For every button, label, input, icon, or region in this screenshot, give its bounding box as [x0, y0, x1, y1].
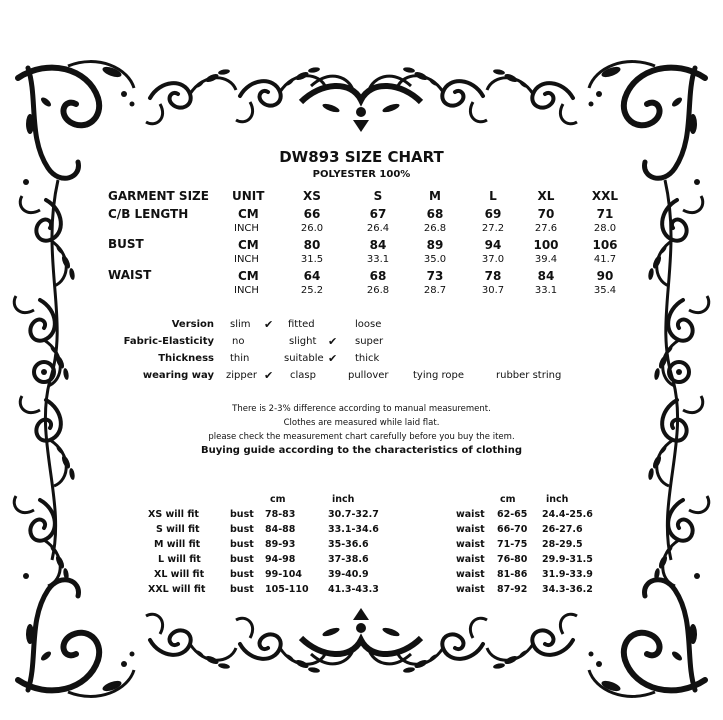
waist-cm-l: 78	[484, 269, 502, 283]
attr-option: pullover	[348, 370, 389, 381]
waist-cm-xs: 64	[303, 269, 321, 283]
cb-length-inch-xl: 27.6	[534, 223, 558, 234]
waist-inch-xs: 25.2	[300, 285, 324, 296]
unit-inch: INCH	[234, 254, 259, 265]
attr-option: rubber string	[496, 370, 562, 381]
cb-length-cm-xl: 70	[537, 207, 555, 221]
attr-label-wearing-way: wearing way	[142, 370, 214, 381]
unit-cm: CM	[238, 269, 259, 283]
waist-cm-s: 68	[369, 269, 387, 283]
cb-length-cm-s: 67	[369, 207, 387, 221]
unit-cm: CM	[238, 238, 259, 252]
guide-bust-label: bust	[230, 584, 254, 595]
cb-length-inch-m: 26.8	[423, 223, 447, 234]
attr-option: loose	[355, 319, 382, 330]
guide-bust-inch: 37-38.6	[328, 554, 369, 565]
cb-length-cm-l: 69	[484, 207, 502, 221]
header-size-xl: XL	[537, 189, 555, 203]
check-icon: ✔	[264, 369, 274, 382]
bust-inch-xl: 39.4	[534, 254, 558, 265]
guide-bust-cm: 99-104	[265, 569, 302, 580]
guide-bust-inch: 33.1-34.6	[328, 524, 379, 535]
bust-cm-xl: 100	[533, 238, 559, 252]
guide-waist-cm: 87-92	[497, 584, 528, 595]
waist-inch-s: 26.8	[366, 285, 390, 296]
attr-label-fabric-elasticity: Fabric-Elasticity	[123, 336, 214, 347]
guide-waist-label: waist	[456, 584, 485, 595]
guide-waist-label: waist	[456, 539, 485, 550]
guide-waist-inch: 26-27.6	[542, 524, 583, 535]
waist-cm-m: 73	[426, 269, 444, 283]
guide-bust-inch: 30.7-32.7	[328, 509, 379, 520]
bust-inch-l: 37.0	[481, 254, 505, 265]
guide-bust-label: bust	[230, 524, 254, 535]
guide-bust-cm: 78-83	[265, 509, 296, 520]
attr-option: suitable	[284, 353, 324, 364]
guide-bust-inch: 39-40.9	[328, 569, 369, 580]
buying-guide-title: Buying guide according to the characteristics of clothing	[201, 445, 522, 456]
cb-length-cm-xxl: 71	[596, 207, 614, 221]
check-icon: ✔	[264, 318, 274, 331]
guide-size-label: M will fit	[154, 539, 201, 550]
bust-cm-m: 89	[426, 238, 444, 252]
guide-bust-label: bust	[230, 509, 254, 520]
waist-inch-xl: 33.1	[534, 285, 558, 296]
guide-waist-cm: 66-70	[497, 524, 528, 535]
waist-header-cm: cm	[500, 494, 516, 505]
row-label-cb-length: C/B LENGTH	[108, 207, 189, 221]
guide-waist-inch: 31.9-33.9	[542, 569, 593, 580]
attr-option: clasp	[290, 370, 316, 381]
fabric-subtitle: POLYESTER 100%	[312, 169, 411, 180]
header-garment-size: GARMENT SIZE	[108, 189, 209, 203]
bust-header-inch: inch	[332, 494, 355, 505]
guide-waist-label: waist	[456, 524, 485, 535]
attr-option: super	[355, 336, 384, 347]
bust-inch-m: 35.0	[423, 254, 447, 265]
attr-option: zipper	[226, 370, 257, 381]
attr-label-version: Version	[171, 319, 214, 330]
chart-title: DW893 SIZE CHART	[279, 148, 444, 166]
header-size-xs: XS	[303, 189, 321, 203]
waist-inch-m: 28.7	[423, 285, 447, 296]
guide-bust-label: bust	[230, 569, 254, 580]
guide-bust-cm: 105-110	[265, 584, 309, 595]
header-size-xxl: XXL	[591, 189, 619, 203]
guide-bust-cm: 84-88	[265, 524, 296, 535]
unit-inch: INCH	[234, 285, 259, 296]
waist-cm-xxl: 90	[596, 269, 614, 283]
cb-length-inch-l: 27.2	[481, 223, 505, 234]
guide-waist-label: waist	[456, 554, 485, 565]
cb-length-inch-xxl: 28.0	[593, 223, 617, 234]
guide-waist-inch: 28-29.5	[542, 539, 583, 550]
waist-cm-xl: 84	[537, 269, 555, 283]
note-laid-flat: Clothes are measured while laid flat.	[283, 418, 440, 428]
guide-bust-label: bust	[230, 554, 254, 565]
guide-waist-cm: 81-86	[497, 569, 528, 580]
bust-header-cm: cm	[270, 494, 286, 505]
guide-waist-inch: 34.3-36.2	[542, 584, 593, 595]
bust-cm-s: 84	[369, 238, 387, 252]
guide-size-label: XXL will fit	[148, 584, 206, 595]
header-size-s: S	[373, 189, 383, 203]
cb-length-cm-m: 68	[426, 207, 444, 221]
attr-option: slight	[289, 336, 317, 347]
guide-waist-cm: 62-65	[497, 509, 528, 520]
bust-inch-s: 33.1	[366, 254, 390, 265]
bust-cm-xs: 80	[303, 238, 321, 252]
unit-cm: CM	[238, 207, 259, 221]
guide-size-label: L will fit	[158, 554, 201, 565]
row-label-waist: WAIST	[108, 268, 152, 282]
header-size-l: L	[489, 189, 497, 203]
row-label-bust: BUST	[108, 237, 144, 251]
guide-bust-inch: 35-36.6	[328, 539, 369, 550]
attr-option: thin	[230, 353, 250, 364]
guide-size-label: XL will fit	[154, 569, 205, 580]
waist-header-inch: inch	[546, 494, 569, 505]
note-check-chart: please check the measurement chart carefully before you buy the item.	[208, 432, 515, 442]
waist-inch-xxl: 35.4	[593, 285, 617, 296]
unit-inch: INCH	[234, 223, 259, 234]
guide-waist-cm: 71-75	[497, 539, 528, 550]
header-unit: UNIT	[232, 189, 265, 203]
attr-label-thickness: Thickness	[158, 353, 214, 364]
bust-inch-xs: 31.5	[300, 254, 324, 265]
attr-option: slim	[230, 319, 251, 330]
guide-bust-label: bust	[230, 539, 254, 550]
waist-inch-l: 30.7	[481, 285, 505, 296]
guide-size-label: S will fit	[156, 524, 200, 535]
guide-bust-inch: 41.3-43.3	[328, 584, 379, 595]
guide-waist-inch: 29.9-31.5	[542, 554, 593, 565]
note-measurement-difference: There is 2-3% difference according to manual measurement.	[232, 404, 491, 414]
guide-bust-cm: 94-98	[265, 554, 296, 565]
check-icon: ✔	[328, 352, 338, 365]
bust-inch-xxl: 41.7	[593, 254, 617, 265]
attr-option: tying rope	[413, 370, 464, 381]
guide-bust-cm: 89-93	[265, 539, 296, 550]
cb-length-cm-xs: 66	[303, 207, 321, 221]
check-icon: ✔	[328, 335, 338, 348]
cb-length-inch-xs: 26.0	[300, 223, 324, 234]
guide-size-label: XS will fit	[148, 509, 199, 520]
attr-option: no	[232, 336, 245, 347]
header-size-m: M	[429, 189, 441, 203]
attr-option: fitted	[288, 319, 315, 330]
attr-option: thick	[355, 353, 380, 364]
guide-waist-cm: 76-80	[497, 554, 528, 565]
guide-waist-label: waist	[456, 569, 485, 580]
guide-waist-inch: 24.4-25.6	[542, 509, 593, 520]
bust-cm-l: 94	[484, 238, 502, 252]
cb-length-inch-s: 26.4	[366, 223, 390, 234]
bust-cm-xxl: 106	[592, 238, 618, 252]
guide-waist-label: waist	[456, 509, 485, 520]
